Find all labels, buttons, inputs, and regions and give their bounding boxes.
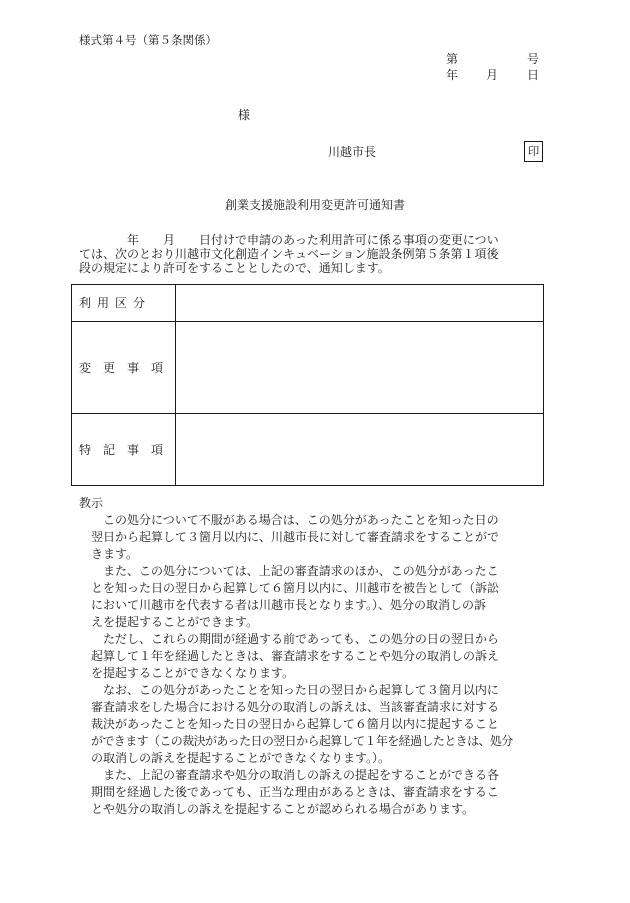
form-number-label: 様式第４号（第５条関係） [79,33,217,47]
instruction-line: とや処分の取消しの訴えを提起することが認められる場合があります。 [91,802,475,816]
instruction-line: この処分について不服がある場合は、この処分があったことを知った日の [103,513,499,527]
row-value-usage-category [176,285,544,322]
instruction-line: 起算して１年を経過したときは、審査請求をすることや処分の取消しの訴え [91,649,500,663]
date-year-label: 年 [446,68,459,82]
addressee-honorific: 様 [238,108,251,122]
instruction-line: えを提起することができます。 [91,615,259,629]
seal-mark: 印 [524,141,543,162]
instruction-line: また、上記の審査請求や処分の取消しの訴えの提起をすることができる各 [103,768,500,782]
row-value-changes [176,322,544,414]
instruction-line: 審査請求をした場合における処分の取消しの訴えは、当該審査請求に対する [91,700,500,714]
instruction-line: を提起することができなくなります。 [91,666,295,680]
instruction-line: ただし、これらの期間が経過する前であっても、この処分の日の翌日から [103,632,499,646]
document-number-prefix: 第 [446,52,459,66]
instruction-line: とを知った日の翌日から起算して６箇月以内に、川越市を被告として（訴訟 [91,581,500,595]
table-row [72,322,544,414]
instruction-line: 裁決があったことを知った日の翌日から起算して６箇月以内に提起すること [91,717,499,731]
instruction-line: なお、この処分があったことを知った日の翌日から起算して３箇月以内に [103,683,499,697]
issuer-name: 川越市長 [328,145,377,159]
details-table [71,284,544,486]
instruction-line: 期間を経過した後であっても、正当な理由があるときは、審査請求をするこ [91,785,499,799]
instruction-heading: 教示 [79,496,104,510]
table-row [72,414,544,486]
date-month-label: 月 [486,68,499,82]
document-number-suffix: 号 [527,52,540,66]
row-label-changes: 変更事項 [72,322,176,414]
body-text-line: ては、次のとおり川越市文化創造インキュベーション施設条例第５条第１項後 [79,247,499,261]
row-value-remarks [176,414,544,486]
instruction-line: また、この処分については、上記の審査請求のほか、この処分があったこ [103,564,499,578]
row-label-remarks: 特記事項 [72,414,176,486]
table-row [72,285,544,322]
document-title: 創業支援施設利用変更許可通知書 [224,198,405,212]
instruction-line: 翌日から起算して３箇月以内に、川越市長に対して審査請求をすることがで [91,530,500,544]
instruction-line: の取消しの訴えを提起することができなくなります。）。 [91,751,391,765]
row-label-usage-category: 利用区分 [72,285,176,322]
body-text-line: 年 月 日付けで申請のあった利用許可に係る事項の変更につい [79,233,499,247]
date-day-label: 日 [527,68,540,82]
body-text-line: 段の規定により許可をすることとしたので、通知します。 [79,261,390,275]
instruction-line: きます。 [91,547,139,561]
instruction-line: において川越市を代表する者は川越市長となります。）、処分の取消しの訴 [91,598,487,612]
instruction-line: ができます（この裁決があった日の翌日から起算して１年を経過したときは、処分 [91,734,513,748]
